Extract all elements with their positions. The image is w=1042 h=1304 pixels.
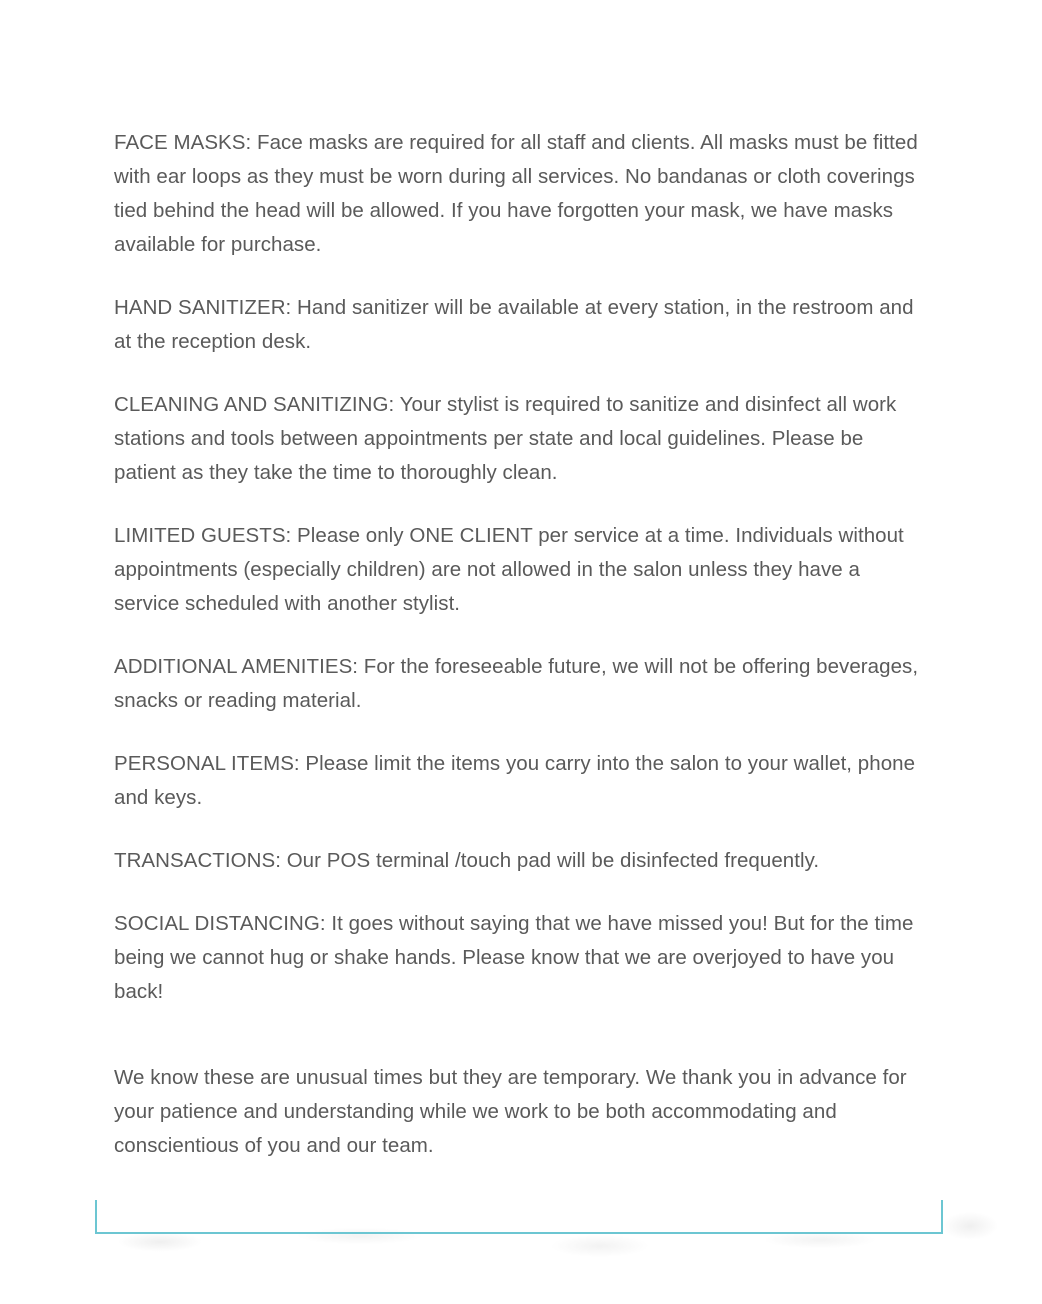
policy-social-distancing: SOCIAL DISTANCING: It goes without saying that we have missed you! But for the time being we cannot hug or shake hands. Please know that we are overjoyed to have you back!	[114, 912, 914, 1003]
decorative-frame-border	[95, 1200, 943, 1234]
policy-cleaning-sanitizing: CLEANING AND SANITIZING: Your stylist is required to sanitize and disinfect all work stations and tools between appointments per state and local guidelines. Please be patient as they take the time to thoroughly clean.	[114, 393, 897, 484]
policy-personal-items: PERSONAL ITEMS: Please limit the items you carry into the salon to your wallet, phone and keys.	[114, 752, 916, 809]
policy-additional-amenities: ADDITIONAL AMENITIES: For the foreseeable future, we will not be offering beverages, snacks or reading material.	[114, 655, 919, 712]
policy-hand-sanitizer: HAND SANITIZER: Hand sanitizer will be available at every station, in the restroom and at the reception desk.	[114, 296, 914, 353]
closing-message: We know these are unusual times but they are temporary. We thank you in advance for your patience and understanding while we work to be both accommodating and conscientious of you and our team.	[114, 1066, 907, 1157]
policy-transactions: TRANSACTIONS: Our POS terminal /touch pad will be disinfected frequently.	[114, 849, 820, 872]
policy-limited-guests: LIMITED GUESTS: Please only ONE CLIENT per service at a time. Individuals without appointments (especially children) are not allowed in the salon unless they have a service scheduled with another stylist.	[114, 524, 904, 615]
policy-document	[114, 126, 926, 1192]
policy-face-masks: FACE MASKS: Face masks are required for all staff and clients. All masks must be fitted with ear loops as they must be worn during all services. No bandanas or cloth coverings tied behind the head will be allowed. If you have forgotten your mask, we have masks available for purchase.	[114, 131, 918, 256]
